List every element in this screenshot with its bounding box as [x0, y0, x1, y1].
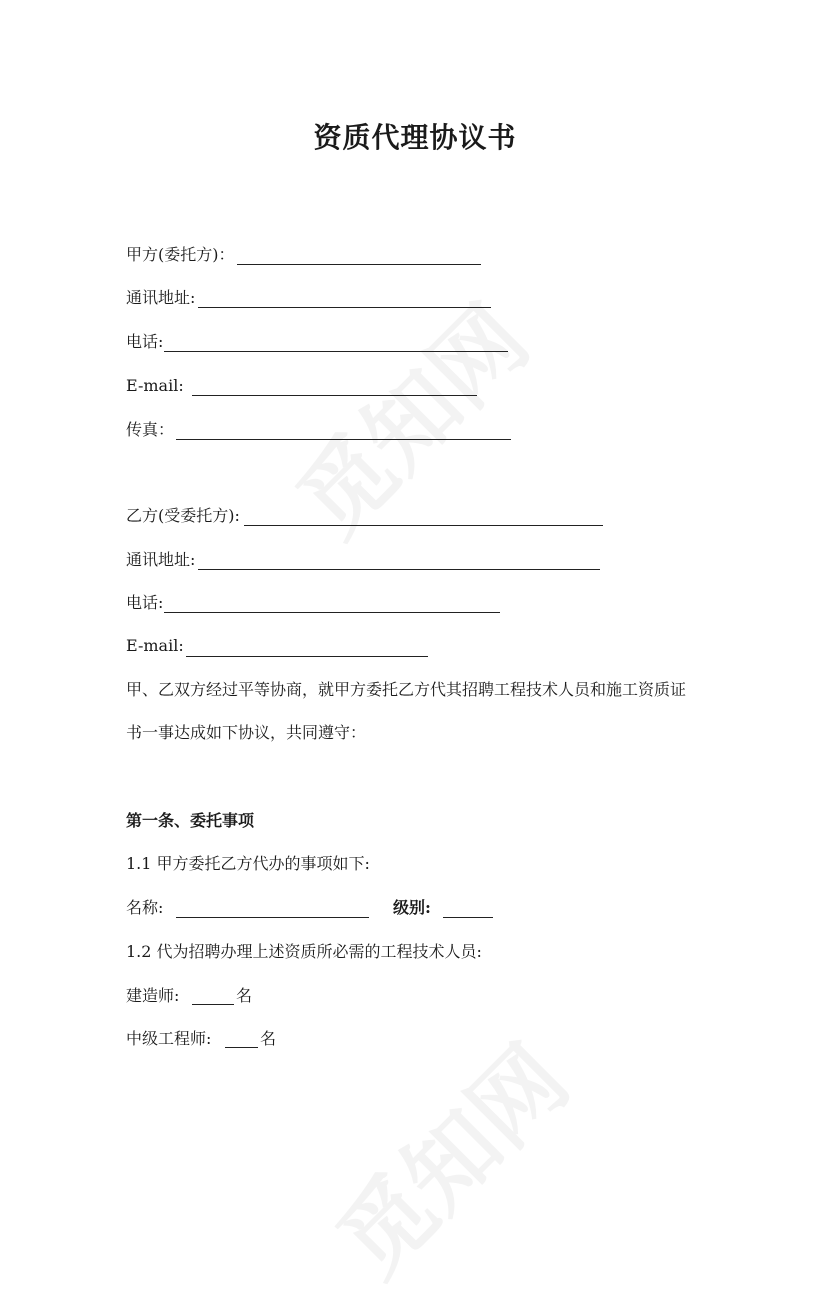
document-title: 资质代理协议书: [313, 121, 517, 154]
party-b-address-label: 通讯地址:: [126, 550, 196, 569]
intro-paragraph-line-2: 书一事达成如下协议，共同遵守：: [126, 723, 367, 742]
party-a-fax-label: 传真：: [126, 420, 175, 439]
level-label: 级别:: [393, 898, 431, 917]
party-b-blank: [244, 525, 603, 526]
party-a-label: 甲方(委托方)：: [126, 245, 235, 264]
party-b-phone-label: 电话:: [126, 593, 164, 612]
constructor-count-blank: [192, 1004, 234, 1005]
intro-paragraph-line-1: 甲、乙双方经过平等协商，就甲方委托乙方代其招聘工程技术人员和施工资质证: [126, 680, 687, 699]
watermark: [304, 1012, 593, 1300]
mid-engineer-unit: 名: [260, 1029, 277, 1048]
name-label: 名称:: [126, 898, 164, 917]
constructor-unit: 名: [236, 986, 253, 1005]
party-b-address-blank: [198, 569, 600, 570]
article-1-item-2: 1.2 代为招聘办理上述资质所必需的工程技术人员:: [126, 942, 482, 961]
watermark: [264, 272, 553, 561]
party-a-blank: [237, 264, 481, 265]
party-a-email-label: E-mail:: [126, 376, 184, 395]
article-1-heading: 第一条、委托事项: [126, 811, 255, 830]
party-a-phone-blank: [164, 351, 508, 352]
party-a-address-blank: [198, 307, 491, 308]
party-b-email-blank: [186, 656, 428, 657]
constructor-label: 建造师:: [126, 986, 180, 1005]
party-b-phone-blank: [164, 612, 500, 613]
level-blank: [443, 917, 493, 918]
party-a-address-label: 通讯地址:: [126, 288, 196, 307]
party-a-email-blank: [192, 395, 477, 396]
party-b-label: 乙方(受委托方):: [126, 506, 240, 525]
name-blank: [176, 917, 369, 918]
party-b-email-label: E-mail:: [126, 636, 184, 655]
party-a-phone-label: 电话:: [126, 332, 164, 351]
article-1-item-1: 1.1 甲方委托乙方代办的事项如下:: [126, 854, 370, 873]
party-a-fax-blank: [176, 439, 511, 440]
mid-engineer-label: 中级工程师:: [126, 1029, 212, 1048]
mid-engineer-count-blank: [225, 1047, 258, 1048]
